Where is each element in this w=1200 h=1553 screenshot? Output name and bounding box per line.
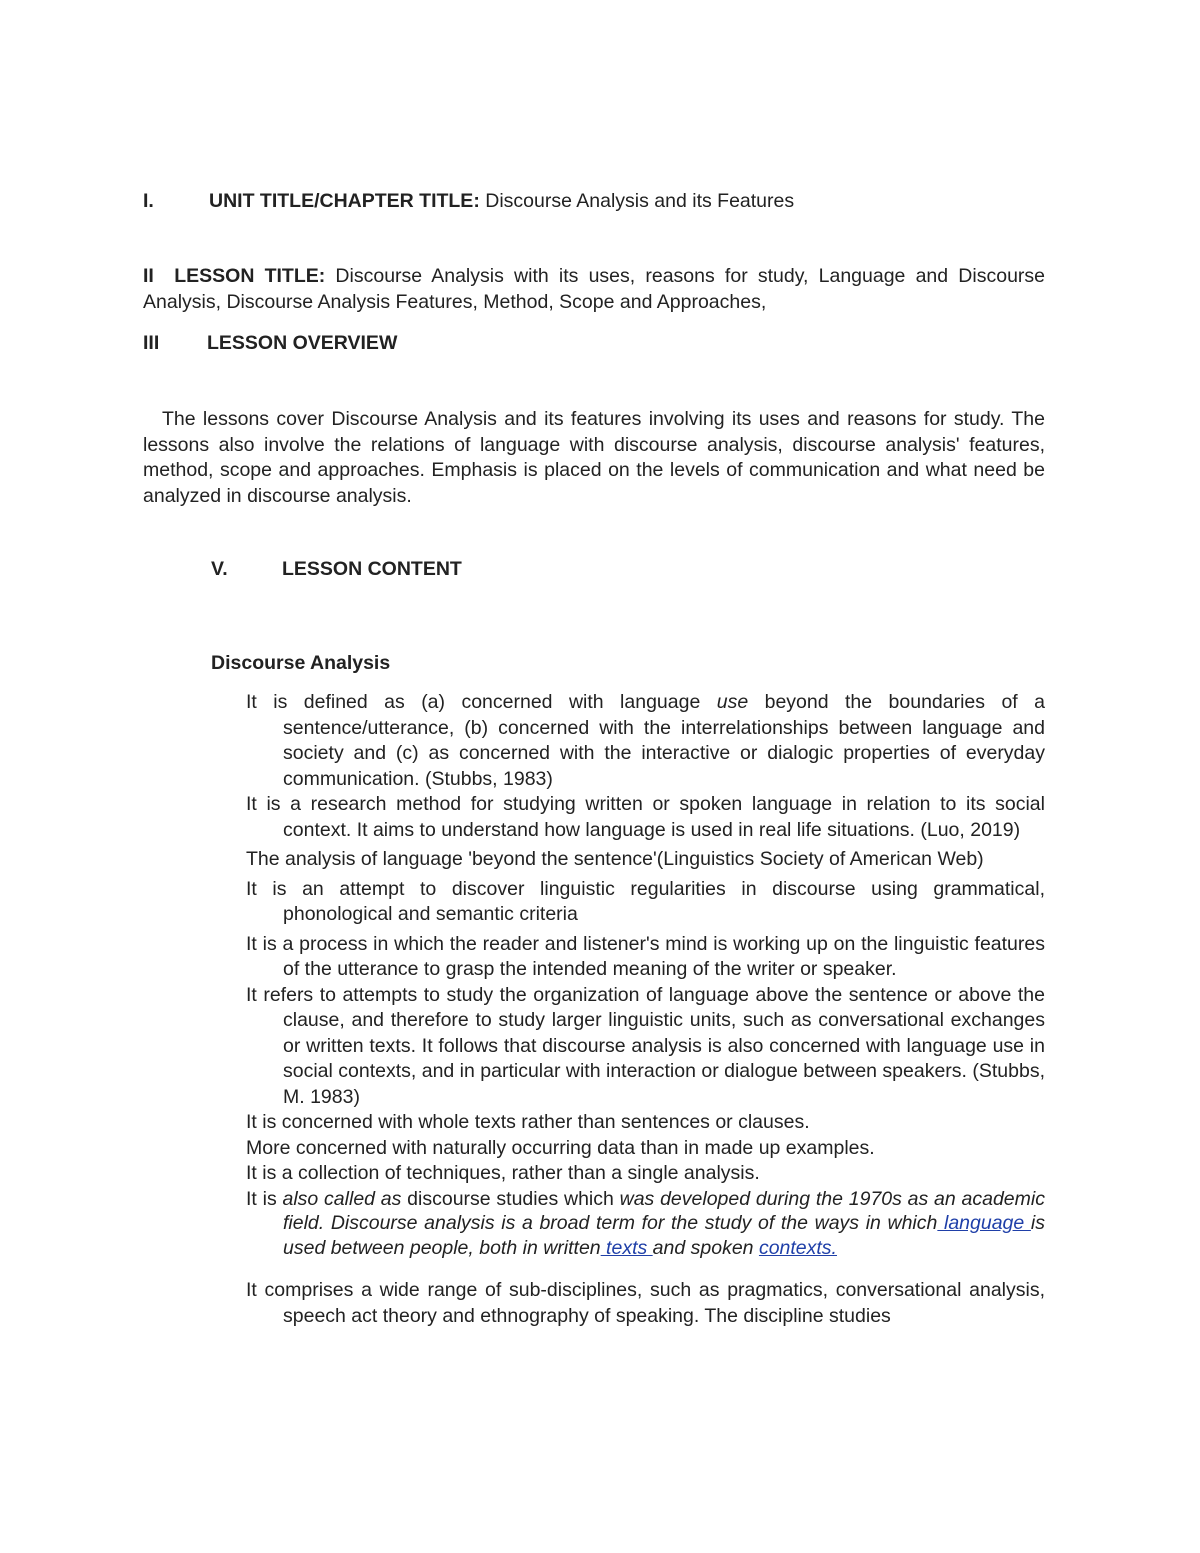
language-link[interactable]: language <box>937 1212 1031 1234</box>
item-text-italic: was developed during the 1970s as an academic field. Discourse analysis is a broad term for the study of the ways in which <box>283 1187 1045 1234</box>
section-label: LESSON TITLE: <box>174 265 326 287</box>
list-item <box>246 690 1045 792</box>
item-text: discourse studies which <box>401 1187 620 1210</box>
section-number: II <box>143 265 154 287</box>
list-item: It is a collection of techniques, rather than a single analysis. <box>246 1162 760 1184</box>
section-text: Discourse Analysis and its Features <box>479 190 795 212</box>
item-text-italic: and spoken <box>652 1236 759 1259</box>
section-number: V. <box>211 558 228 580</box>
list-item: It is a research method for studying written or spoken language in relation to its social context. It aims to understand how language is used in real life situations. (Luo, 2019) <box>246 793 1045 841</box>
item-text-italic: use <box>716 691 749 713</box>
contexts-link[interactable]: contexts. <box>758 1236 837 1259</box>
list-item: It is a process in which the reader and listener's mind is working up on the linguistic features of the utterance to grasp the intended meaning of the writer or speaker. <box>246 932 1045 980</box>
section-number: I. <box>143 190 154 212</box>
item-text: It is <box>246 1187 283 1210</box>
list-item: The analysis of language 'beyond the sentence'(Linguistics Society of American Web) <box>246 848 984 870</box>
list-item <box>246 1187 1045 1261</box>
item-text-italic: is used between people, both in written <box>283 1212 1045 1259</box>
section-label: LESSON CONTENT <box>282 558 462 580</box>
subheading-discourse-analysis: Discourse Analysis <box>211 652 391 674</box>
overview-paragraph: The lessons cover Discourse Analysis and its features involving its uses and reasons for study. The lessons also involve the relations of language with discourse analysis, discourse analysis' features, method, scope and approaches. Emphasis is placed on the levels of communication and what need be analyzed in discourse analysis. <box>143 408 1045 507</box>
section-lesson-title <box>143 264 1045 315</box>
item-text: It is defined as (a) concerned with language <box>246 691 717 713</box>
section-text: Discourse Analysis with its uses, reasons for study, Language and Discourse Analysis, Discourse Analysis Features, Method, Scope and Approaches, <box>143 265 1046 313</box>
list-item: It refers to attempts to study the organization of language above the sentence or above the clause, and therefore to study larger linguistic units, such as conversational exchanges or written texts. It follows that discourse analysis is also concerned with language use in social contexts, and in particular with interaction or dialogue between speakers. (Stubbs, M. 1983) <box>246 983 1046 1108</box>
section-label: UNIT TITLE/CHAPTER TITLE: <box>209 190 480 212</box>
list-item: More concerned with naturally occurring data than in made up examples. <box>246 1136 875 1159</box>
texts-link[interactable]: texts <box>600 1236 653 1259</box>
item-text-italic: also called as <box>282 1187 402 1210</box>
section-number: III <box>143 332 160 354</box>
list-item: It comprises a wide range of sub-disciplines, such as pragmatics, conversational analysis, speech act theory and ethnography of speaking. The discipline studies <box>246 1279 1045 1327</box>
list-item: It is an attempt to discover linguistic regularities in discourse using grammatical, phonological and semantic criteria <box>246 877 1045 925</box>
item-text: beyond the boundaries of a sentence/utterance, (b) concerned with the interrelationships between language and society and (c) as concerned with the interactive or dialogic properties of everyday communication. (Stubbs, 1983) <box>283 691 1045 790</box>
list-item: It is concerned with whole texts rather than sentences or clauses. <box>246 1111 810 1133</box>
definition-list <box>246 690 1045 1329</box>
section-label: LESSON OVERVIEW <box>207 332 398 354</box>
